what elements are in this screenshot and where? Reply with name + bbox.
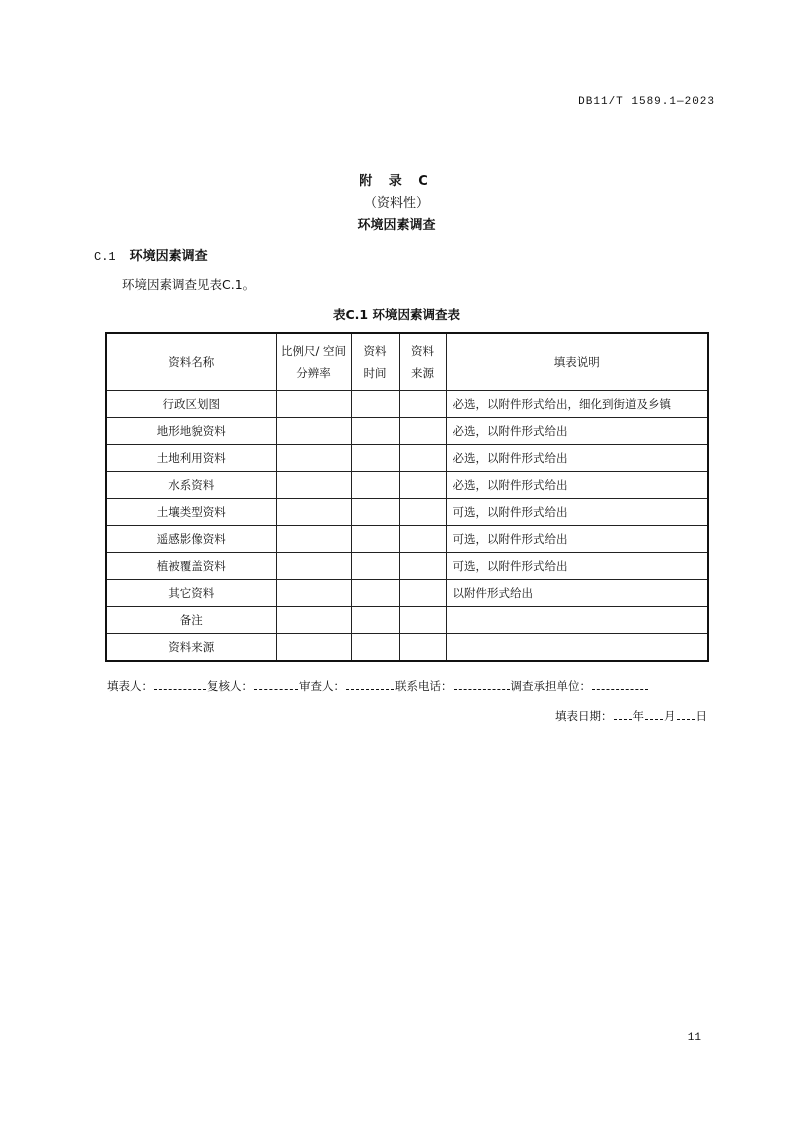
document-code: DB11/T 1589.1—2023 xyxy=(578,96,715,108)
month-label: 月 xyxy=(664,709,676,723)
filler-label: 填表人： xyxy=(107,679,153,693)
row-note[interactable] xyxy=(446,607,708,634)
table-row xyxy=(106,499,708,526)
day-blank[interactable] xyxy=(677,709,695,720)
row-name: 水系资料 xyxy=(106,472,276,499)
row-time-cell[interactable] xyxy=(351,526,399,553)
appendix-title: 附 录 C xyxy=(359,174,434,189)
row-name: 植被覆盖资料 xyxy=(106,553,276,580)
row-scale-cell[interactable] xyxy=(276,391,351,418)
unit-label: 调查承担单位： xyxy=(510,679,591,693)
header-scale-resolution: 比例尺/ 空间 分辨率 xyxy=(276,333,351,391)
row-time-cell[interactable] xyxy=(351,472,399,499)
row-note: 可选，以附件形式给出 xyxy=(446,553,708,580)
row-note: 以附件形式给出 xyxy=(446,580,708,607)
table-row xyxy=(106,445,708,472)
table-row xyxy=(106,391,708,418)
row-name: 地形地貌资料 xyxy=(106,418,276,445)
row-scale-cell[interactable] xyxy=(276,607,351,634)
row-scale-cell[interactable] xyxy=(276,526,351,553)
month-blank[interactable] xyxy=(645,709,663,720)
year-label: 年 xyxy=(632,709,644,723)
day-label: 日 xyxy=(695,709,707,723)
table-row xyxy=(106,580,708,607)
header-data-name: 资料名称 xyxy=(106,333,276,391)
appendix-type: （资料性） xyxy=(363,196,429,211)
reviewer-label: 复核人： xyxy=(207,679,253,693)
phone-blank[interactable] xyxy=(454,679,510,690)
table-row xyxy=(106,418,708,445)
header-instructions: 填表说明 xyxy=(446,333,708,391)
fill-date-line xyxy=(555,708,707,724)
row-scale-cell[interactable] xyxy=(276,553,351,580)
fill-date-label: 填表日期： xyxy=(555,709,613,723)
section-heading xyxy=(94,245,208,264)
signoff-line xyxy=(107,678,649,694)
year-blank[interactable] xyxy=(614,709,632,720)
row-note: 必选，以附件形式给出 xyxy=(446,472,708,499)
row-source-cell[interactable] xyxy=(399,472,446,499)
row-name: 土地利用资料 xyxy=(106,445,276,472)
row-source-cell[interactable] xyxy=(399,634,446,662)
row-scale-cell[interactable] xyxy=(276,499,351,526)
table-row xyxy=(106,526,708,553)
row-time-cell[interactable] xyxy=(351,418,399,445)
table-row xyxy=(106,472,708,499)
row-scale-cell[interactable] xyxy=(276,472,351,499)
row-source-cell[interactable] xyxy=(399,607,446,634)
row-name: 资料来源 xyxy=(106,634,276,662)
row-scale-cell[interactable] xyxy=(276,418,351,445)
row-source-cell[interactable] xyxy=(399,445,446,472)
auditor-label: 审查人： xyxy=(299,679,345,693)
environment-survey-table xyxy=(105,332,709,662)
row-name: 其它资料 xyxy=(106,580,276,607)
row-note[interactable] xyxy=(446,634,708,662)
row-source-cell[interactable] xyxy=(399,580,446,607)
row-scale-cell[interactable] xyxy=(276,634,351,662)
reviewer-blank[interactable] xyxy=(254,679,298,690)
section-title: 环境因素调查 xyxy=(129,249,208,264)
table-row xyxy=(106,553,708,580)
table-row xyxy=(106,634,708,662)
table-header-row xyxy=(106,333,708,391)
row-source-cell[interactable] xyxy=(399,499,446,526)
row-name: 备注 xyxy=(106,607,276,634)
appendix-name: 环境因素调查 xyxy=(357,218,436,233)
phone-label: 联系电话： xyxy=(395,679,453,693)
row-note: 可选，以附件形式给出 xyxy=(446,526,708,553)
section-number: C.1 xyxy=(94,250,116,264)
row-time-cell[interactable] xyxy=(351,553,399,580)
section-paragraph: 环境因素调查见表C.1。 xyxy=(122,277,256,292)
row-time-cell[interactable] xyxy=(351,580,399,607)
table-row xyxy=(106,607,708,634)
row-note: 必选，以附件形式给出 xyxy=(446,418,708,445)
header-data-source: 资料 来源 xyxy=(399,333,446,391)
row-name: 土壤类型资料 xyxy=(106,499,276,526)
row-source-cell[interactable] xyxy=(399,526,446,553)
row-note: 可选，以附件形式给出 xyxy=(446,499,708,526)
row-source-cell[interactable] xyxy=(399,418,446,445)
row-time-cell[interactable] xyxy=(351,391,399,418)
unit-blank[interactable] xyxy=(592,679,648,690)
row-note: 必选，以附件形式给出，细化到街道及乡镇 xyxy=(446,391,708,418)
row-time-cell[interactable] xyxy=(351,634,399,662)
row-time-cell[interactable] xyxy=(351,607,399,634)
row-source-cell[interactable] xyxy=(399,553,446,580)
row-name: 遥感影像资料 xyxy=(106,526,276,553)
filler-blank[interactable] xyxy=(154,679,206,690)
row-time-cell[interactable] xyxy=(351,445,399,472)
row-note: 必选，以附件形式给出 xyxy=(446,445,708,472)
row-name: 行政区划图 xyxy=(106,391,276,418)
row-scale-cell[interactable] xyxy=(276,580,351,607)
auditor-blank[interactable] xyxy=(346,679,394,690)
row-scale-cell[interactable] xyxy=(276,445,351,472)
header-data-time: 资料 时间 xyxy=(351,333,399,391)
row-time-cell[interactable] xyxy=(351,499,399,526)
row-source-cell[interactable] xyxy=(399,391,446,418)
page-number: 11 xyxy=(687,1032,701,1044)
table-caption: 表C.1 环境因素调查表 xyxy=(333,307,460,322)
